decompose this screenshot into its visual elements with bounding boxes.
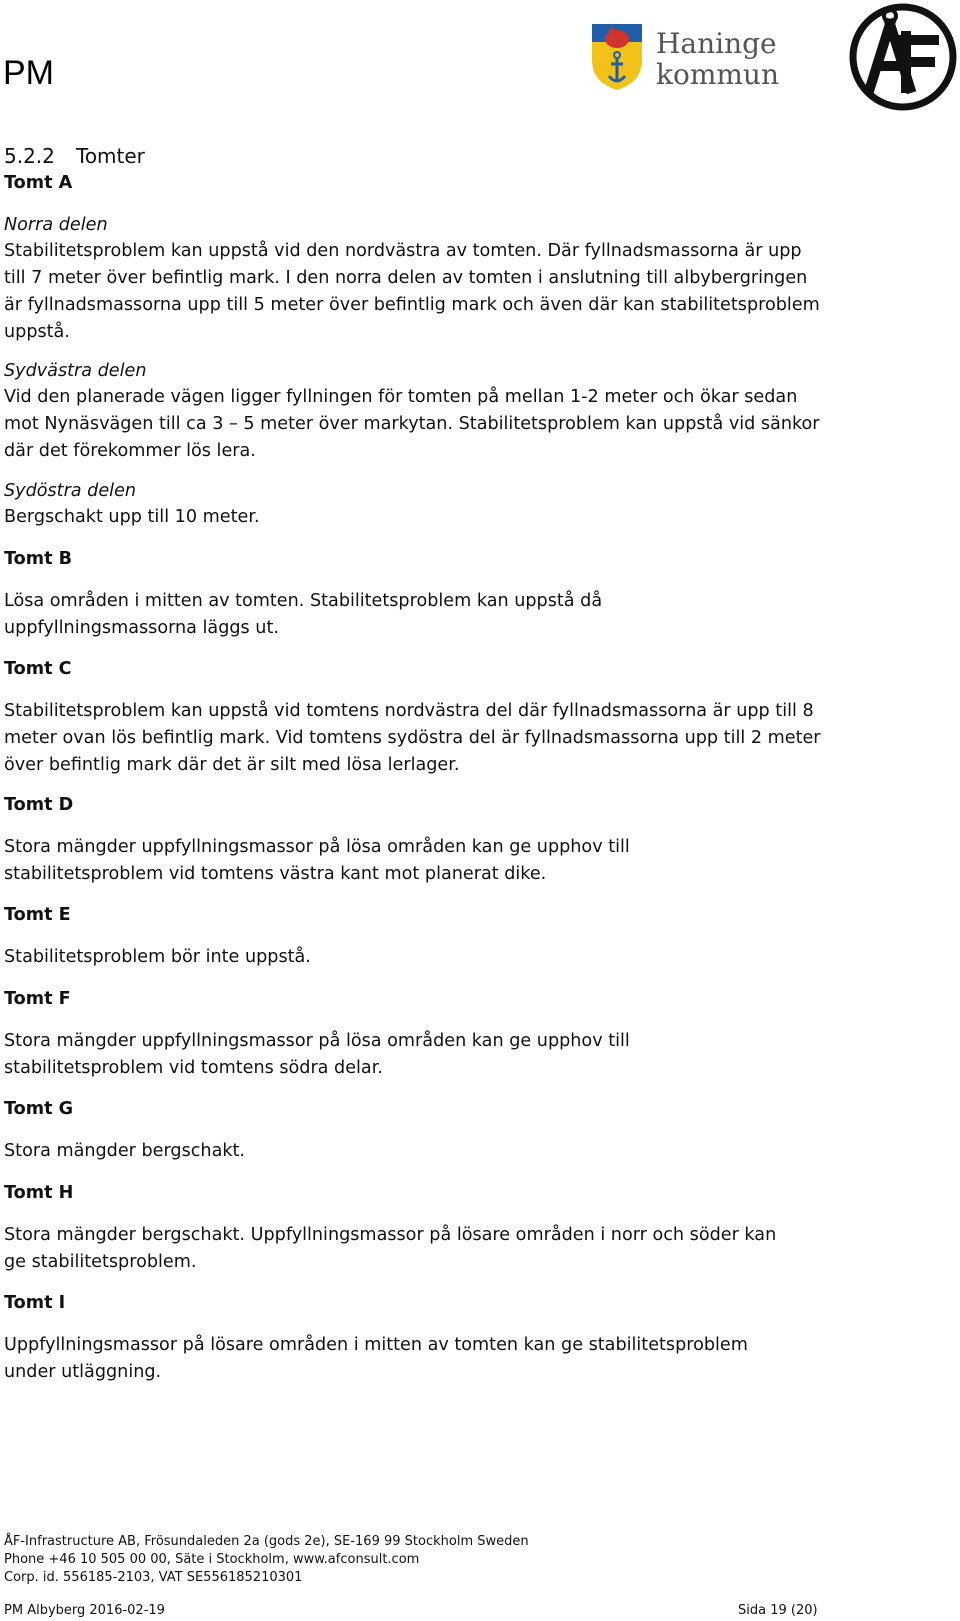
tomt-a-heading: Tomt A: [4, 173, 73, 193]
tomt-d-heading: Tomt D: [4, 795, 74, 815]
tomt-e-text: Stabilitetsproblem bör inte uppstå.: [4, 947, 311, 967]
tomt-g-text: Stora mängder bergschakt.: [4, 1141, 246, 1161]
tomt-i-text: Uppfyllningsmassor på lösare områden i mitten av tomten kan ge stabilitetsproblem under utläggning.: [4, 1335, 748, 1382]
sydvastra-delen-heading: Sydvästra delen: [4, 361, 147, 381]
tomt-f-heading: Tomt F: [4, 989, 71, 1009]
footer-phone-line: Phone +46 10 505 00 00, Säte i Stockholm, www.afconsult.com: [4, 1552, 420, 1567]
haninge-kommun-logo: [590, 20, 810, 92]
haninge-logo-text-1: Haninge: [656, 27, 777, 60]
footer-corp-line: Corp. id. 556185-2103, VAT SE556185210301: [4, 1570, 303, 1585]
af-logo: [846, 0, 960, 114]
page-footer: [4, 1533, 529, 1587]
af-logo-text: ÅF: [846, 0, 848, 1]
sydostra-delen-heading: Sydöstra delen: [4, 481, 137, 501]
tomt-b-text: Lösa områden i mitten av tomten. Stabilitetsproblem kan uppstå då uppfyllningsmassorna läggs ut.: [4, 591, 603, 638]
page-number: Sida 19 (20): [738, 1603, 818, 1618]
document-type: PM: [3, 54, 54, 92]
tomt-i-heading: Tomt I: [4, 1293, 66, 1313]
section-number: 5.2.2: [4, 144, 55, 168]
tomt-f-text: Stora mängder uppfyllningsmassor på lösa områden kan ge upphov till stabilitetsproblem vid tomtens södra delar.: [4, 1031, 630, 1078]
tomt-g-heading: Tomt G: [4, 1099, 74, 1119]
haninge-logo-text-2: kommun: [656, 58, 779, 91]
tomt-b-heading: Tomt B: [4, 549, 73, 569]
tomt-e-heading: Tomt E: [4, 905, 71, 925]
footer-company-line: ÅF-Infrastructure AB, Frösundaleden 2a (gods 2e), SE-169 99 Stockholm Sweden: [4, 1534, 529, 1549]
tomt-h-heading: Tomt H: [4, 1183, 74, 1203]
tomt-c-text: Stabilitetsproblem kan uppstå vid tomtens nordvästra del där fyllnadsmassorna är upp till 8 meter ovan lös befintlig mark. Vid tomtens sydöstra del är fyllnadsmassorna upp till 2 meter över befintlig mark där det är silt med lösa lerlager.: [4, 701, 821, 775]
tomt-d-text: Stora mängder uppfyllningsmassor på lösa områden kan ge upphov till stabilitetsproblem vid tomtens västra kant mot planerat dike.: [4, 837, 630, 884]
sydostra-delen-text: Bergschakt upp till 10 meter.: [4, 507, 260, 527]
sydvastra-delen-text: Vid den planerade vägen ligger fyllningen för tomten på mellan 1-2 meter och ökar sedan mot Nynäsvägen till ca 3 – 5 meter över markytan. Stabilitetsproblem kan uppstå vid sänkor där det förekommer lös lera.: [4, 387, 820, 461]
tomt-c-heading: Tomt C: [4, 659, 72, 679]
norra-delen-heading: Norra delen: [4, 215, 108, 235]
section-heading: [4, 143, 145, 169]
section-title: Tomter: [76, 144, 145, 168]
footer-doc-ref: PM Albyberg 2016-02-19: [4, 1603, 165, 1618]
tomt-h-text: Stora mängder bergschakt. Uppfyllningsmassor på lösare områden i norr och söder kan ge stabilitetsproblem.: [4, 1225, 777, 1272]
norra-delen-text: Stabilitetsproblem kan uppstå vid den nordvästra av tomten. Där fyllnadsmassorna är upp till 7 meter över befintlig mark. I den norra delen av tomten i anslutning till albybergringen är fyllnadsmassorna upp till 5 meter över befintlig mark och även där kan stabilitetsproblem uppstå.: [4, 241, 820, 342]
